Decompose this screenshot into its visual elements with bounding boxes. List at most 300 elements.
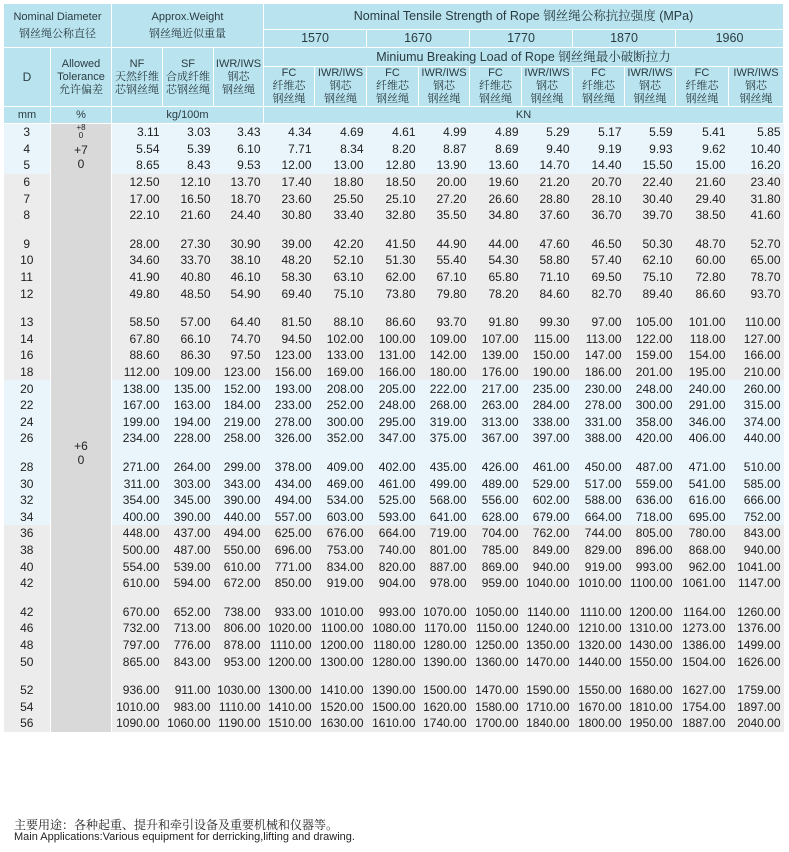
load-cell: 461.00	[367, 475, 419, 492]
weight-cell: 30.90	[214, 236, 264, 253]
diameter-cell: 6	[4, 174, 51, 191]
weight-cell: 48.50	[163, 285, 214, 302]
load-cell: 1410.00	[315, 682, 367, 699]
load-cell: 21.20	[522, 174, 573, 191]
load-cell: 1260.00	[729, 603, 784, 620]
iwr-cn2: 钢丝绳	[324, 93, 357, 105]
sf-cn-1: 合成纤维	[166, 70, 210, 83]
load-cell: 252.00	[315, 397, 367, 414]
load-cell: 1350.00	[522, 637, 573, 654]
load-cell: 300.00	[625, 397, 676, 414]
table-row	[4, 314, 784, 331]
load-cell: 13.90	[419, 157, 470, 174]
load-cell: 50.30	[625, 236, 676, 253]
load-cell: 525.00	[367, 492, 419, 509]
load-cell: 1200.00	[625, 603, 676, 620]
load-cell: 1300.00	[315, 653, 367, 670]
load-cell: 102.00	[315, 331, 367, 348]
load-cell: 904.00	[367, 575, 419, 592]
load-cell: 230.00	[573, 380, 625, 397]
load-cell: 39.00	[264, 236, 315, 253]
iwr-load-header-1670	[419, 67, 470, 107]
diameter-cell: 28	[4, 459, 51, 476]
load-cell: 156.00	[264, 364, 315, 381]
diameter-cell: 46	[4, 620, 51, 637]
tolerance-zero: 0	[77, 452, 85, 467]
load-cell: 71.10	[522, 269, 573, 286]
fc-en: FC	[591, 67, 606, 79]
load-cell: 86.60	[367, 314, 419, 331]
diameter-cell: 20	[4, 380, 51, 397]
diameter-cell: 8	[4, 207, 51, 224]
load-cell: 18.80	[315, 174, 367, 191]
load-cell: 150.00	[522, 347, 573, 364]
row-group	[4, 525, 784, 732]
load-cell: 8.34	[315, 141, 367, 158]
weight-cell: 3.11	[112, 124, 163, 141]
load-cell: 208.00	[315, 380, 367, 397]
load-cell: 616.00	[676, 492, 729, 509]
load-cell: 118.00	[676, 331, 729, 348]
load-cell: 63.10	[315, 269, 367, 286]
table-row	[4, 269, 784, 286]
load-cell: 940.00	[522, 558, 573, 575]
table-row	[4, 252, 784, 269]
nf-en: NF	[129, 57, 145, 70]
load-cell: 1670.00	[573, 698, 625, 715]
load-cell: 718.00	[625, 508, 676, 525]
load-cell: 133.00	[315, 347, 367, 364]
spacer-row	[4, 224, 784, 236]
weight-cell: 1010.00	[112, 698, 163, 715]
load-cell: 10.40	[729, 141, 784, 158]
load-cell: 1390.00	[367, 682, 419, 699]
weight-cell: 58.50	[112, 314, 163, 331]
weight-cell: 652.00	[163, 603, 214, 620]
weight-cell: 17.00	[112, 190, 163, 207]
load-cell: 869.00	[470, 558, 522, 575]
load-cell: 420.00	[625, 430, 676, 447]
load-cell: 529.00	[522, 475, 573, 492]
load-cell: 1273.00	[676, 620, 729, 637]
load-cell: 740.00	[367, 542, 419, 559]
iwr-cn2: 钢丝绳	[530, 93, 564, 105]
fc-load-header-1670	[367, 67, 419, 107]
weight-cell: 86.30	[163, 347, 214, 364]
load-cell: 79.80	[419, 285, 470, 302]
iwr-cn2: 钢丝绳	[739, 93, 773, 105]
fc-cn1: 纤维芯	[479, 80, 512, 92]
table-row	[4, 682, 784, 699]
load-cell: 625.00	[264, 525, 315, 542]
weight-cell: 109.00	[163, 364, 214, 381]
load-cell: 62.00	[367, 269, 419, 286]
iwr-en: IWR/IWS	[733, 67, 779, 79]
load-cell: 180.00	[419, 364, 470, 381]
load-cell: 2040.00	[729, 715, 784, 732]
weight-cell: 390.00	[163, 508, 214, 525]
diameter-cell: 26	[4, 430, 51, 447]
load-cell: 771.00	[264, 558, 315, 575]
col-d-header: D	[4, 48, 51, 107]
load-cell: 263.00	[470, 397, 522, 414]
tensile-strength-header: Nominal Tensile Strength of Rope 钢丝绳公称抗拉强度 (MPa)	[264, 4, 784, 30]
load-cell: 1110.00	[264, 637, 315, 654]
weight-cell: 74.70	[214, 331, 264, 348]
weight-cell: 843.00	[163, 653, 214, 670]
load-cell: 248.00	[625, 380, 676, 397]
load-cell: 5.59	[625, 124, 676, 141]
load-cell: 568.00	[419, 492, 470, 509]
spacer-cell	[4, 224, 51, 236]
load-cell: 233.00	[264, 397, 315, 414]
load-cell: 499.00	[419, 475, 470, 492]
load-cell: 1240.00	[522, 620, 573, 637]
diameter-cell: 36	[4, 525, 51, 542]
load-cell: 1376.00	[729, 620, 784, 637]
table-row	[4, 285, 784, 302]
table-row	[4, 715, 784, 732]
diameter-cell: 38	[4, 542, 51, 559]
load-cell: 426.00	[470, 459, 522, 476]
load-cell: 8.69	[470, 141, 522, 158]
load-cell: 434.00	[264, 475, 315, 492]
load-cell: 5.85	[729, 124, 784, 141]
load-cell: 1754.00	[676, 698, 729, 715]
load-cell: 97.00	[573, 314, 625, 331]
weight-cell: 34.60	[112, 252, 163, 269]
table-row	[4, 653, 784, 670]
load-cell: 101.00	[676, 314, 729, 331]
load-cell: 58.80	[522, 252, 573, 269]
table-row	[4, 347, 784, 364]
fc-load-header-1960	[676, 67, 729, 107]
weight-cell: 8.43	[163, 157, 214, 174]
load-cell: 62.10	[625, 252, 676, 269]
diameter-cell: 4	[4, 141, 51, 158]
weight-cell: 953.00	[214, 653, 264, 670]
load-cell: 1510.00	[264, 715, 315, 732]
weight-cell: 49.80	[112, 285, 163, 302]
weight-cell: 303.00	[163, 475, 214, 492]
load-cell: 1280.00	[419, 637, 470, 654]
load-cell: 4.69	[315, 124, 367, 141]
iwr-cn1: 钢芯	[329, 80, 352, 92]
load-cell: 603.00	[315, 508, 367, 525]
main-applications-en: Main Applications:Various equipment for derricking,lifting and drawing.	[14, 831, 355, 843]
diameter-cell: 54	[4, 698, 51, 715]
load-cell: 110.00	[729, 314, 784, 331]
unit-weight: kg/100m	[112, 107, 264, 124]
weight-cell: 27.30	[163, 236, 214, 253]
load-cell: 166.00	[729, 347, 784, 364]
load-cell: 1630.00	[315, 715, 367, 732]
table-row	[4, 508, 784, 525]
load-cell: 100.00	[367, 331, 419, 348]
load-cell: 217.00	[470, 380, 522, 397]
breaking-load-header: Miniumu Breaking Load of Rope 钢丝绳最小破断拉力	[264, 48, 784, 67]
load-cell: 469.00	[315, 475, 367, 492]
load-cell: 1320.00	[573, 637, 625, 654]
diameter-cell: 10	[4, 252, 51, 269]
load-cell: 37.60	[522, 207, 573, 224]
load-cell: 1550.00	[625, 653, 676, 670]
weight-cell: 5.39	[163, 141, 214, 158]
weight-cell: 258.00	[214, 430, 264, 447]
load-cell: 1710.00	[522, 698, 573, 715]
tolerance-zero: 0	[78, 131, 84, 141]
fc-en: FC	[281, 67, 297, 79]
iwr-cn1: 钢芯	[639, 80, 661, 92]
load-cell: 35.50	[419, 207, 470, 224]
load-cell: 1759.00	[729, 682, 784, 699]
load-cell: 1300.00	[264, 682, 315, 699]
weight-cell: 806.00	[214, 620, 264, 637]
weight-cell: 13.70	[214, 174, 264, 191]
load-cell: 93.70	[729, 285, 784, 302]
load-cell: 868.00	[676, 542, 729, 559]
load-cell: 15.50	[625, 157, 676, 174]
tolerance-cell	[51, 141, 112, 174]
load-cell: 123.00	[264, 347, 315, 364]
iwr-cn1: 钢芯	[536, 80, 558, 92]
diameter-cell: 50	[4, 653, 51, 670]
load-cell: 44.00	[470, 236, 522, 253]
weight-cell: 343.00	[214, 475, 264, 492]
load-cell: 450.00	[573, 459, 625, 476]
load-cell: 1080.00	[367, 620, 419, 637]
load-cell: 69.50	[573, 269, 625, 286]
spacer-row	[4, 447, 784, 459]
grade-1770: 1770	[470, 30, 573, 48]
load-cell: 557.00	[264, 508, 315, 525]
load-cell: 435.00	[419, 459, 470, 476]
weight-cell: 539.00	[163, 558, 214, 575]
load-cell: 75.10	[625, 269, 676, 286]
load-cell: 42.20	[315, 236, 367, 253]
load-cell: 374.00	[729, 414, 784, 431]
load-cell: 1110.00	[573, 603, 625, 620]
weight-cell: 152.00	[214, 380, 264, 397]
fc-cn1: 纤维芯	[582, 80, 615, 92]
diameter-cell: 48	[4, 637, 51, 654]
load-cell: 628.00	[470, 508, 522, 525]
diameter-cell: 14	[4, 331, 51, 348]
load-cell: 88.10	[315, 314, 367, 331]
load-cell: 82.70	[573, 285, 625, 302]
load-cell: 1950.00	[625, 715, 676, 732]
load-cell: 1550.00	[573, 682, 625, 699]
approx-weight-en: Approx.Weight	[151, 10, 224, 23]
table-row	[4, 124, 784, 141]
load-cell: 4.99	[419, 124, 470, 141]
load-cell: 235.00	[522, 380, 573, 397]
fc-cn2: 钢丝绳	[272, 93, 306, 105]
load-cell: 16.20	[729, 157, 784, 174]
weight-cell: 57.00	[163, 314, 214, 331]
weight-cell: 610.00	[112, 575, 163, 592]
load-cell: 556.00	[470, 492, 522, 509]
load-cell: 978.00	[419, 575, 470, 592]
load-cell: 78.70	[729, 269, 784, 286]
weight-cell: 1030.00	[214, 682, 264, 699]
load-cell: 248.00	[367, 397, 419, 414]
load-cell: 801.00	[419, 542, 470, 559]
table-row	[4, 174, 784, 191]
load-cell: 753.00	[315, 542, 367, 559]
load-cell: 5.41	[676, 124, 729, 141]
table-row	[4, 397, 784, 414]
load-cell: 1470.00	[470, 682, 522, 699]
load-cell: 959.00	[470, 575, 522, 592]
load-cell: 850.00	[264, 575, 315, 592]
load-cell: 89.40	[625, 285, 676, 302]
table-row	[4, 620, 784, 637]
load-cell: 54.30	[470, 252, 522, 269]
weight-cell: 345.00	[163, 492, 214, 509]
table-row	[4, 637, 784, 654]
weight-cell: 12.50	[112, 174, 163, 191]
load-cell: 585.00	[729, 475, 784, 492]
load-cell: 1150.00	[470, 620, 522, 637]
diameter-cell: 42	[4, 575, 51, 592]
table-row	[4, 364, 784, 381]
diameter-cell: 11	[4, 269, 51, 286]
load-cell: 201.00	[625, 364, 676, 381]
table-row	[4, 492, 784, 509]
load-cell: 517.00	[573, 475, 625, 492]
iwr-cn-1: 钢芯	[227, 70, 250, 83]
load-cell: 31.80	[729, 190, 784, 207]
load-cell: 22.40	[625, 174, 676, 191]
load-cell: 1810.00	[625, 698, 676, 715]
load-cell: 1180.00	[367, 637, 419, 654]
weight-cell: 184.00	[214, 397, 264, 414]
load-cell: 9.40	[522, 141, 573, 158]
load-cell: 641.00	[419, 508, 470, 525]
load-cell: 1100.00	[315, 620, 367, 637]
load-cell: 30.40	[625, 190, 676, 207]
main-applications-cn: 主要用途：各种起重、提升和牵引设备及重要机械和仪器等。	[14, 818, 339, 832]
load-cell: 829.00	[573, 542, 625, 559]
load-cell: 210.00	[729, 364, 784, 381]
load-cell: 47.60	[522, 236, 573, 253]
load-cell: 1360.00	[470, 653, 522, 670]
weight-cell: 550.00	[214, 542, 264, 559]
weight-cell: 437.00	[163, 525, 214, 542]
load-cell: 18.50	[367, 174, 419, 191]
weight-cell: 97.50	[214, 347, 264, 364]
unit-tolerance: %	[51, 107, 112, 124]
load-cell: 23.40	[729, 174, 784, 191]
load-cell: 375.00	[419, 430, 470, 447]
tolerance-en-1: Allowed	[61, 57, 101, 70]
load-cell: 21.60	[676, 174, 729, 191]
load-cell: 9.93	[625, 141, 676, 158]
load-cell: 186.00	[573, 364, 625, 381]
load-cell: 46.50	[573, 236, 625, 253]
load-cell: 397.00	[522, 430, 573, 447]
load-cell: 471.00	[676, 459, 729, 476]
load-cell: 962.00	[676, 558, 729, 575]
tolerance-en-2: Tolerance	[57, 70, 105, 83]
nf-cn-1: 天然纤维	[115, 70, 159, 83]
weight-cell: 354.00	[112, 492, 163, 509]
weight-cell: 797.00	[112, 637, 163, 654]
load-cell: 1200.00	[315, 637, 367, 654]
load-cell: 166.00	[367, 364, 419, 381]
load-cell: 1504.00	[676, 653, 729, 670]
load-cell: 834.00	[315, 558, 367, 575]
iwr-load-header-1770	[522, 67, 573, 107]
fc-load-header-1870	[573, 67, 625, 107]
load-cell: 260.00	[729, 380, 784, 397]
load-cell: 58.30	[264, 269, 315, 286]
weight-cell: 494.00	[214, 525, 264, 542]
grade-1570: 1570	[264, 30, 367, 48]
load-cell: 820.00	[367, 558, 419, 575]
load-cell: 1041.00	[729, 558, 784, 575]
load-cell: 696.00	[264, 542, 315, 559]
weight-cell: 9.53	[214, 157, 264, 174]
load-cell: 346.00	[676, 414, 729, 431]
table-row	[4, 603, 784, 620]
approx-weight-cn: 钢丝绳近似重量	[149, 27, 226, 40]
table-row	[4, 430, 784, 447]
weight-cell: 18.70	[214, 190, 264, 207]
iwr-en: IWR/IWS	[421, 67, 467, 79]
weight-cell: 776.00	[163, 637, 214, 654]
load-cell: 78.20	[470, 285, 522, 302]
load-cell: 762.00	[522, 525, 573, 542]
spacer-cell	[4, 591, 51, 603]
load-cell: 510.00	[729, 459, 784, 476]
weight-cell: 487.00	[163, 542, 214, 559]
iwr-cn2: 钢丝绳	[427, 93, 461, 105]
fc-cn2: 钢丝绳	[685, 93, 719, 105]
weight-cell: 16.50	[163, 190, 214, 207]
fc-cn1: 纤维芯	[376, 80, 409, 92]
diameter-cell: 30	[4, 475, 51, 492]
load-cell: 1627.00	[676, 682, 729, 699]
load-cell: 993.00	[625, 558, 676, 575]
load-cell: 60.00	[676, 252, 729, 269]
load-cell: 278.00	[264, 414, 315, 431]
spacer-cell	[4, 670, 51, 682]
load-cell: 295.00	[367, 414, 419, 431]
load-cell: 1470.00	[522, 653, 573, 670]
load-cell: 91.80	[470, 314, 522, 331]
load-cell: 4.61	[367, 124, 419, 141]
load-cell: 593.00	[367, 508, 419, 525]
weight-cell: 163.00	[163, 397, 214, 414]
iwr-en: IWR/IWS	[627, 67, 673, 79]
diameter-cell: 5	[4, 157, 51, 174]
fc-cn2: 钢丝绳	[479, 93, 512, 105]
iwr-cn1: 钢芯	[745, 80, 767, 92]
load-cell: 12.00	[264, 157, 315, 174]
load-cell: 19.60	[470, 174, 522, 191]
load-cell: 1840.00	[522, 715, 573, 732]
diameter-cell: 34	[4, 508, 51, 525]
load-cell: 489.00	[470, 475, 522, 492]
table-row	[4, 380, 784, 397]
load-cell: 25.10	[367, 190, 419, 207]
iwr-weight-header	[214, 48, 264, 107]
diameter-cell: 56	[4, 715, 51, 732]
load-cell: 378.00	[264, 459, 315, 476]
load-cell: 887.00	[419, 558, 470, 575]
